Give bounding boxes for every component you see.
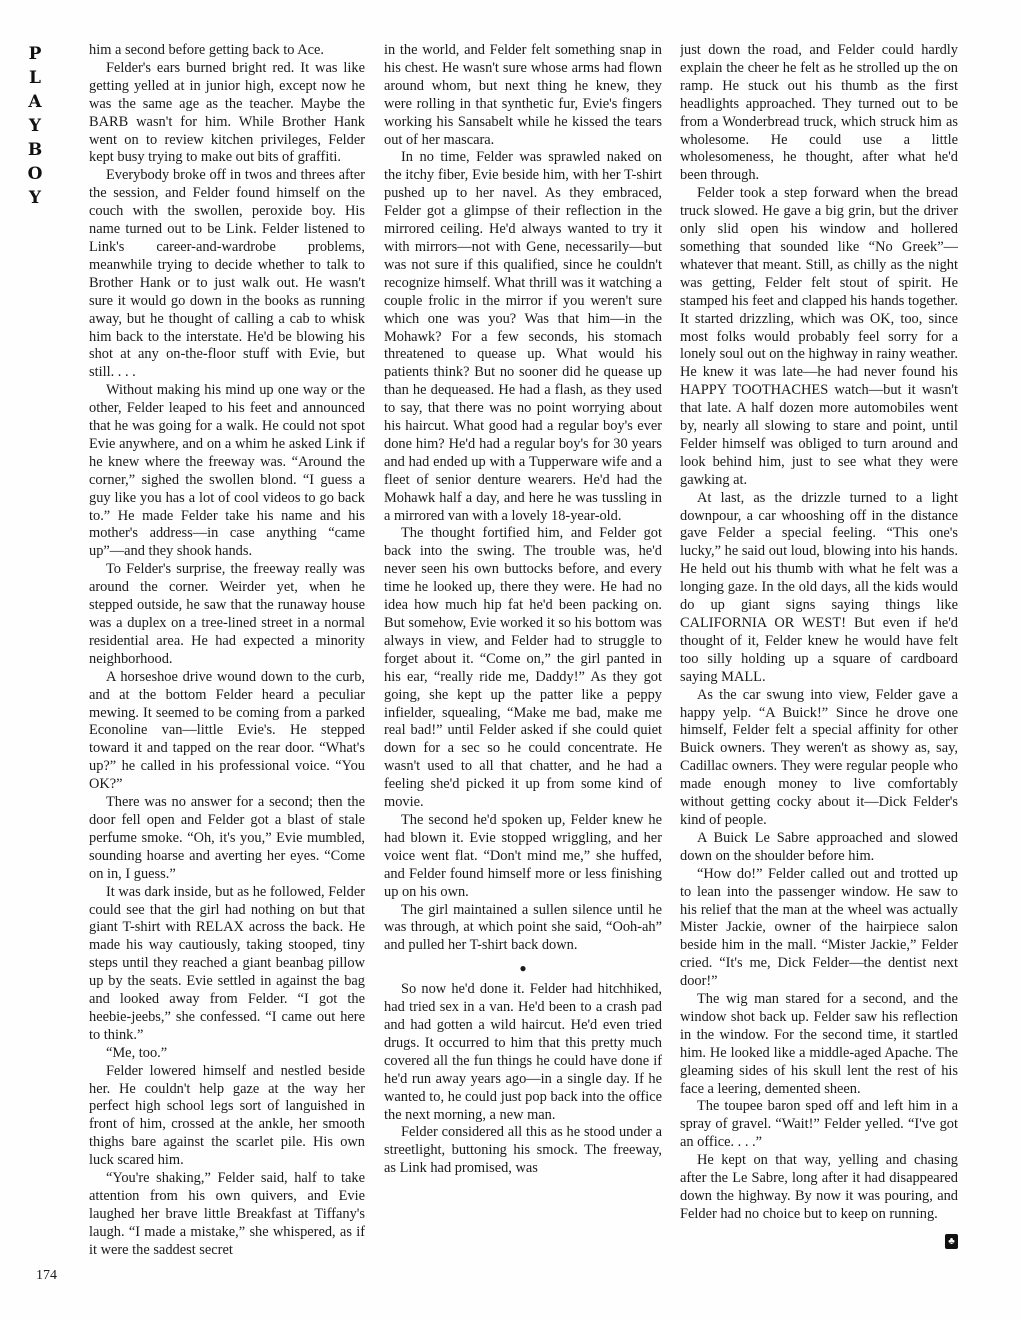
sidebar-letter: L: [29, 68, 41, 88]
paragraph: At last, as the drizzle turned to a light downpour, a car whooshing off in the distance gave Felder a special feeling. “This one's lucky,” he said out loud, blowing into his hands. He held out his thumb with what he felt was a longing gaze. In the old days, all the kids would do up giant signs saying things like CALIFORNIA OR WEST! But even if he'd thought of it, Felder knew he would have felt too silly holding up a square of cardboard saying MALL.: [680, 489, 958, 685]
paragraph: in the world, and Felder felt something snap in his chest. He wasn't sure whose arms had flown around whom, but next thing he knew, they were rolling in that synthetic fur, Evie's fingers working his Sansabelt while he kissed the tears out of her mascara.: [384, 42, 662, 148]
sidebar-letter: Y: [28, 116, 42, 136]
text-column-right: [680, 42, 958, 1282]
paragraph: Felder lowered himself and nestled beside her. He couldn't help gaze at the way her perfect high school legs sort of languished in front of him, crossed at the ankle, her smooth thighs bare against the scarlet pile. His own luck scared him.: [89, 1062, 365, 1169]
paragraph: It was dark inside, but as he followed, Felder could see that the girl had nothing on but that giant T-shirt with RELAX across the back. He made his way cautiously, taking stooped, tiny steps until they reached a giant beanbag pillow up by the seats. Evie settled in against the bag and looked away from Felder. “I got the heebie-jeebs,” she confessed. “I came out here to think.”: [89, 883, 365, 1043]
paragraph: just down the road, and Felder could hardly explain the cheer he felt as he strolled up the on ramp. He stuck out his thumb as the first headlights approached. They turned out to be from a Wonderbread truck, which struck him as wholesome. He could use a little wholesomeness, he thought, after what he'd been through.: [680, 42, 958, 184]
paragraph: The toupee baron sped off and left him in a spray of gravel. “Wait!” Felder yelled. “I've got an office. . . .”: [680, 1098, 958, 1151]
sidebar-letter: P: [28, 44, 42, 64]
text-column-middle: [384, 42, 662, 1282]
text-column-left: [89, 42, 365, 1282]
paragraph: As the car swung into view, Felder gave a happy yelp. “A Buick!” Since he drove one himself, Felder felt a special affinity for other Buick owners. They weren't as showy as, say, Cadillac owners. They were regular people who made enough money to live comfortably without getting cocky about it—Dick Felder's kind of people.: [680, 686, 958, 828]
paragraph: There was no answer for a second; then the door fell open and Felder got a blast of stale perfume smoke. “Oh, it's you,” Evie mumbled, sounding hoarse and averting her eyes. “Come on in, I guess.”: [89, 794, 365, 882]
paragraph: To Felder's surprise, the freeway really was around the corner. Weirder yet, when he stepped outside, he saw that the runaway house was a duplex on a tree-lined street in a normal residential area. He had expected a minority neighborhood.: [89, 561, 365, 667]
end-mark-line: [680, 1230, 958, 1249]
sidebar-letter: A: [28, 92, 42, 112]
paragraph: Everybody broke off in twos and threes after the session, and Felder found himself on the couch with the swollen, peroxide boy. His name turned out to be Link. Felder listened to Link's career-and-wardrobe problems, meanwhile trying to decide whether to talk to Brother Hank or to just walk out. He wasn't sure it would go down in the books as running away, but he thought of calling a cab to whisk him back to the interstate. He'd be blowing his shot at any on-the-floor stuff with Evie, but still. . . .: [89, 167, 365, 381]
paragraph: “Me, too.”: [106, 1044, 168, 1061]
paragraph: A Buick Le Sabre approached and slowed down on the shoulder before him.: [680, 829, 958, 864]
paragraph: The wig man stared for a second, and the window shot back up. Felder saw his reflection in the window. For the second time, it startled him. He looked like a middle-aged Apache. The gleaming sides of his skull lent the rest of his face a leering, demented sheen.: [680, 991, 958, 1097]
section-break-bullet: ●: [519, 961, 527, 976]
magazine-sidebar-title: [24, 42, 46, 210]
paragraph: Without making his mind up one way or the other, Felder leaped to his feet and announced that he was going for a walk. He could not spot Evie anywhere, and on a whim he asked Link if he knew where the freeway was. “Around the corner,” sighed the swollen blond. “I guess a guy like you has a lot of cool videos to go back to.” He made Felder take his name and his mother's address—in case anything “came up”—and they shook hands.: [89, 382, 365, 560]
paragraph: him a second before getting back to Ace.: [89, 42, 324, 58]
paragraph: “You're shaking,” Felder said, half to take attention from his own quivers, and Evie laughed her brave little Breakfast at Tiffany's laugh. “I made a mistake,” she whispered, as if it were the saddest secret: [89, 1170, 365, 1258]
paragraph: Felder took a step forward when the bread truck slowed. He gave a big grin, but the driver only slid open his window and hollered something that sounded like “No Greek”—whatever that meant. Still, as chilly as the night was getting, Felder felt stout of spirit. He stamped his feet and clapped his hands together. It started drizzling, which was OK, too, since most folks would probably feel sorry for a lonely soul out on the highway in rainy weather. He knew it was late—he had never found his HAPPY TOOTHACHES watch—but it wasn't that late. A half dozen more automobiles went by, nearly all slowing to stare and point, until Felder himself was obliged to turn around and look behind him, just to see what they were gawking at.: [680, 185, 958, 488]
paragraph: He kept on that way, yelling and chasing after the Le Sabre, long after it had disappeared down the highway. By now it was pouring, and Felder had no choice but to keep on running.: [680, 1152, 958, 1222]
paragraph: So now he'd done it. Felder had hitchhiked, had tried sex in a van. He'd been to a crash pad and had gotten a wild haircut. He'd even tried drugs. It occurred to him that this pretty much covered all the fun things he could have done if he'd run away years ago—in a single day. If he wanted to, he could just pop back into the office the next morning, a new man.: [384, 981, 662, 1123]
paragraph: Felder considered all this as he stood under a streetlight, buttoning his smock. The freeway, as Link had promised, was: [384, 1124, 662, 1177]
sidebar-letter: B: [27, 140, 43, 160]
paragraph: Felder's ears burned bright red. It was like getting yelled at in junior high, except now he was the same age as the teacher. Maybe the BARB wasn't for him. While Brother Hank went on to review kitchen privileges, Felder kept busy trying to make out bits of graffiti.: [89, 59, 365, 166]
paragraph: The thought fortified him, and Felder got back into the swing. The trouble was, he'd never seen his own buttocks before, and every time he looked up, there they were. He had no idea how much hip fat he'd been packing on. But somehow, Evie worked it so his bottom was always in view, and Felder had to struggle to forget about it. “Come on,” the girl panted in his ear, “really ride me, Daddy!” As they got going, she kept up the patter like a peppy infielder, squealing, “Make me bad, make me real bad!” until Felder asked if she could quiet down for a sec so he could concentrate. He wasn't used to all that chatter, and he had a feeling she'd picked it up from some kind of movie.: [384, 525, 662, 811]
page-number: 174: [36, 1268, 57, 1283]
paragraph: In no time, Felder was sprawled naked on the itchy fiber, Evie beside him, with her T-shirt pushed up to her navel. As they embraced, Felder got a glimpse of their reflection in the mirrored ceiling. He'd always wanted to try it with mirrors—not with Gene, necessarily—but was not sure if this qualified, since he couldn't recognize himself. What thrill was it watching a couple frolic in the mirror if you weren't sure which one was you? Was that him—in the Mohawk? For a few seconds, his stomach threatened to quease up. What would his patients think? But no sooner did he quease up than he dequeased. He had a flash, as they used to say, that there was no point worrying about his haircut. What good had a regular boy's ever done him? He'd had a regular boy's for 30 years and had ended up with a Tupperware wife and a fleet of senior denture wearers. He'd had the Mohawk half a day, and here he was tussling in a mirrored van with a lovely 18-year-old.: [384, 149, 662, 524]
paragraph: The girl maintained a sullen silence until he was through, at which point she said, “Ooh-ah” and pulled her T-shirt back down.: [384, 901, 662, 954]
sidebar-letter: O: [27, 164, 43, 184]
rabbit-end-mark-icon: ♣: [945, 1234, 958, 1249]
paragraph: A horseshoe drive wound down to the curb, and at the bottom Felder heard a peculiar mewing. It seemed to be coming from a parked Econoline van—little Evie's. He stepped toward it and tapped on the rear door. “What's up?” he called in his professional voice. “You OK?”: [89, 668, 365, 793]
sidebar-letter: Y: [28, 188, 42, 208]
paragraph: “How do!” Felder called out and trotted up to lean into the passenger window. He saw to his relief that the man at the wheel was actually Mister Jackie, owner of the hairpiece salon beside him in the mall. “Mister Jackie,” Felder cried. “It's me, Dick Felder—the dentist next door!”: [680, 865, 958, 990]
paragraph: The second he'd spoken up, Felder knew he had blown it. Evie stopped wriggling, and her voice went flat. “Don't mind me,” she huffed, and Felder found himself more or less finishing up on his own.: [384, 811, 662, 900]
